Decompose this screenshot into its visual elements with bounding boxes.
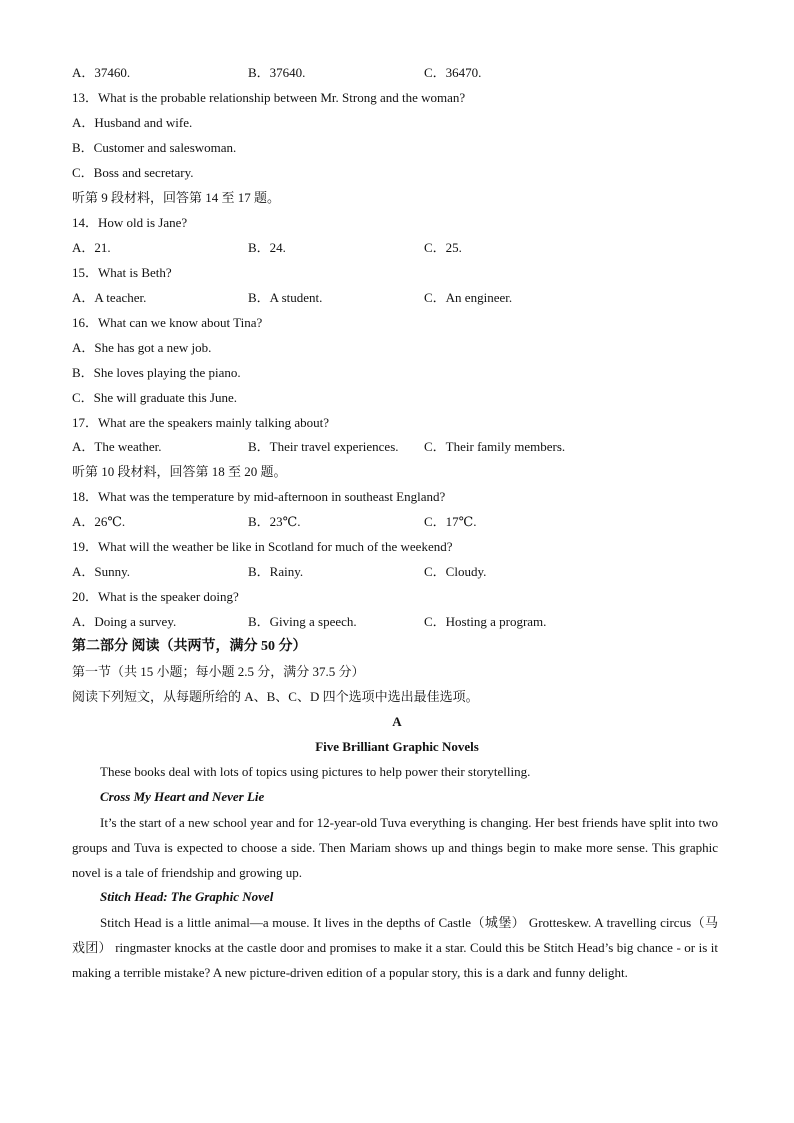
q18-option-c: C．17℃. (424, 514, 477, 529)
q15-option-b: B．A student. (248, 290, 323, 305)
q14-option-c: C．25. (424, 240, 462, 255)
q13-option-b: B．Customer and saleswoman. (72, 140, 237, 155)
q19-option-c: C．Cloudy. (424, 564, 487, 579)
q17-stem: 17．What are the speakers mainly talking about? (72, 415, 330, 430)
part2-heading: 第二部分 阅读（共两节，满分 50 分） (72, 639, 307, 654)
book1-title: Cross My Heart and Never Lie (100, 789, 265, 804)
book1-paragraph: It’s the start of a new school year and for 12-year-old Tuva everything is changing. Her best friends have split into two groups and Tuva is expected to choose a side. Then Mariam shows up and things begin to make more sense. This graphic novel is a tale of friendship and growing up. (72, 815, 718, 880)
q16-option-c: C．She will graduate this June. (72, 390, 238, 405)
passage-title: Five Brilliant Graphic Novels (315, 739, 479, 754)
q17-option-b: B．Their travel experiences. (248, 439, 399, 454)
section1-heading: 第一节（共 15 小题；每小题 2.5 分，满分 37.5 分） (72, 664, 365, 679)
q13-option-a: A．Husband and wife. (72, 115, 193, 130)
q20-stem: 20．What is the speaker doing? (72, 589, 239, 604)
q20-option-b: B．Giving a speech. (248, 614, 357, 629)
section-9-instruction: 听第 9 段材料，回答第 14 至 17 题。 (72, 190, 281, 205)
q20-option-c: C．Hosting a program. (424, 614, 547, 629)
q16-option-a: A．She has got a new job. (72, 340, 212, 355)
q15-option-c: C．An engineer. (424, 290, 513, 305)
q12-option-a: A．37460. (72, 65, 131, 80)
passage-letter: A (392, 714, 402, 729)
book2-title: Stitch Head: The Graphic Novel (100, 889, 274, 904)
q14-stem: 14．How old is Jane? (72, 215, 188, 230)
q16-stem: 16．What can we know about Tina? (72, 315, 263, 330)
q13-stem: 13．What is the probable relationship between Mr. Strong and the woman? (72, 90, 466, 105)
q12-option-c: C．36470. (424, 65, 482, 80)
passage-intro: These books deal with lots of topics using pictures to help power their storytelling. (100, 764, 531, 779)
q15-option-a: A．A teacher. (72, 290, 147, 305)
section-10-instruction: 听第 10 段材料，回答第 18 至 20 题。 (72, 464, 287, 479)
q18-option-b: B．23℃. (248, 514, 301, 529)
q18-stem: 18．What was the temperature by mid-afternoon in southeast England? (72, 489, 446, 504)
book2-paragraph: Stitch Head is a little animal—a mouse. It lives in the depths of Castle（城堡） Grotteskew. A travelling circus（马戏团） ringmaster knocks at the castle door and promises to make it a star. Could this be Stitch Head’s big chance - or is it making a terrible mistake? A new picture-driven edition of a popular story, this is a dark and funny delight. (72, 915, 718, 980)
q19-option-a: A．Sunny. (72, 564, 131, 579)
q17-option-a: A．The weather. (72, 439, 162, 454)
q14-option-a: A．21. (72, 240, 111, 255)
q20-option-a: A．Doing a survey. (72, 614, 177, 629)
q13-option-c: C．Boss and secretary. (72, 165, 194, 180)
q12-option-b: B．37640. (248, 65, 306, 80)
reading-instruction: 阅读下列短文，从每题所给的 A、B、C、D 四个选项中选出最佳选项。 (72, 689, 479, 704)
q17-option-c: C．Their family members. (424, 439, 566, 454)
q19-stem: 19．What will the weather be like in Scotland for much of the weekend? (72, 539, 453, 554)
q15-stem: 15．What is Beth? (72, 265, 172, 280)
q19-option-b: B．Rainy. (248, 564, 304, 579)
q18-option-a: A．26℃. (72, 514, 126, 529)
q14-option-b: B．24. (248, 240, 286, 255)
q16-option-b: B．She loves playing the piano. (72, 365, 241, 380)
